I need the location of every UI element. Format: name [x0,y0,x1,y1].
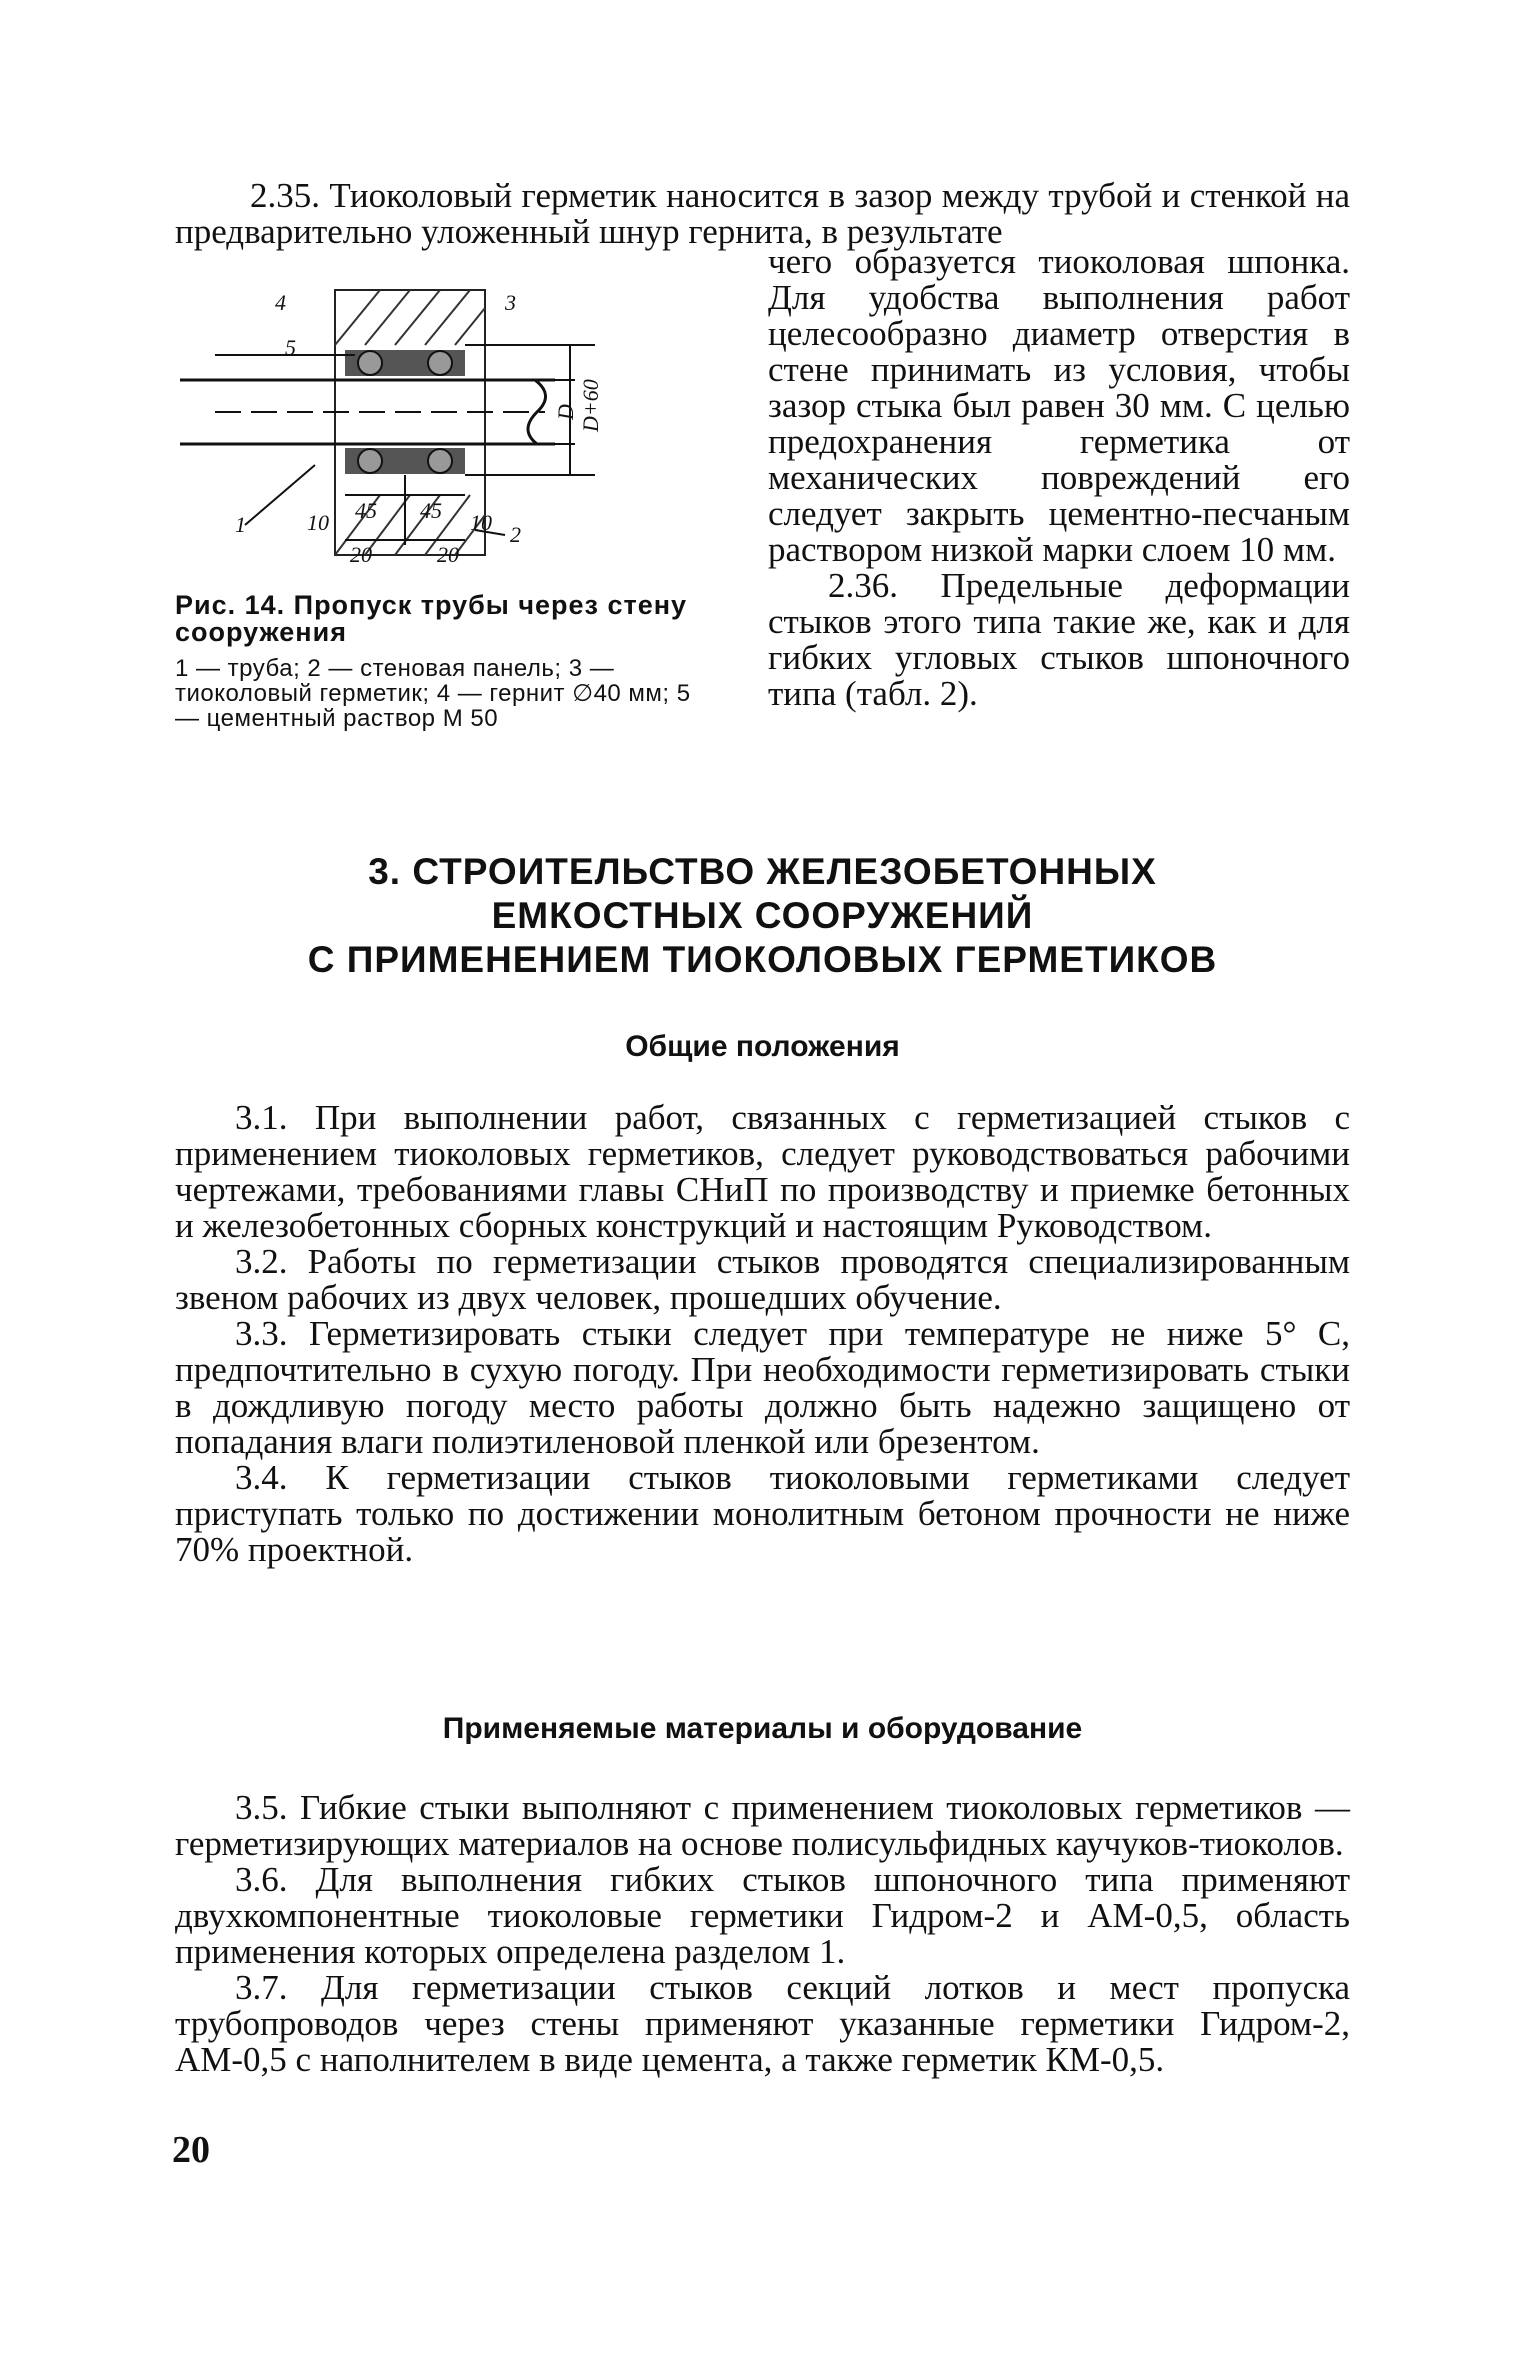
paragraph-2-35: 2.35. Тиоколовый герметик наносится в зазор между трубой и стенкой на предварительно уложенный шнур гернита, в результате [175,176,1350,251]
materials-section [175,1790,1350,2078]
figure-caption-title: Рис. 14. Пропуск трубы через стену сооружения [175,590,688,647]
section-title-line-3: С ПРИМЕНЕНИЕМ ТИОКОЛОВЫХ ГЕРМЕТИКОВ [307,939,1218,980]
label-45-right: 45 [420,498,442,523]
label-3: 3 [505,290,516,315]
label-2: 2 [510,522,521,547]
figure-caption-legend: 1 — труба; 2 — стеновая панель; 3 — тиоколовый герметик; 4 — гернит ∅40 мм; 5 — цементный раствор М 50 [175,655,691,732]
label-D: D [553,404,578,420]
pipe [180,380,555,444]
label-5: 5 [285,335,296,360]
label-10-left: 10 [307,510,329,535]
paragraph-2-36: 2.36. Предельные деформации стыков этого типа такие же, как и для гибких угловых стыков шпоночного типа (табл. 2). [768,566,1350,713]
general-provisions [175,1100,1350,1568]
paragraph-3-2: 3.2. Работы по герметизации стыков проводятся специализированным звеном рабочих из двух человек, прошедших обучение. [175,1242,1350,1317]
paragraph-3-6: 3.6. Для выполнения гибких стыков шпоночного типа применяют двухкомпонентные тиоколовые герметики Гидром-2 и АМ-0,5, область применения которых определена разделом 1. [175,1860,1350,1971]
right-column [768,244,1350,712]
label-20-right: 20 [437,542,459,567]
subheading-general: Общие положения [625,1030,900,1063]
section-title [175,850,1350,982]
diagram-labels [235,290,603,567]
pipe-through-wall-diagram [175,270,715,570]
section-title-line-1: 3. СТРОИТЕЛЬСТВО ЖЕЛЕЗОБЕТОННЫХ [368,851,1157,892]
section-title-line-2: ЕМКОСТНЫХ СООРУЖЕНИЙ [491,895,1034,936]
label-20-left: 20 [350,542,372,567]
label-45-left: 45 [355,498,377,523]
page-number: 20 [172,2129,210,2171]
subheading-materials: Применяемые материалы и оборудование [442,1712,1083,1745]
paragraph-2-35-continued: чего образуется тиоколовая шпонка. Для удобства выполнения работ целесообразно диаметр отверстия в стене принимать из условия, чтобы зазор стыка был равен 30 мм. С целью предохранения герметика от механических повреждений его следует закрыть цементно-песчаным раствором низкой марки слоем 10 мм. [768,242,1350,569]
label-1: 1 [235,512,246,537]
paragraph-3-1: 3.1. При выполнении работ, связанных с герметизацией стыков с применением тиоколовых герметиков, следует руководствоваться рабочими чертежами, требованиями главы СНиП по производству и приемке бетонных и железобетонных сборных конструкций и настоящим Руководством. [175,1098,1350,1245]
figure-14 [175,270,715,731]
label-10-right: 10 [470,510,492,535]
label-4: 4 [275,290,286,315]
paragraph-3-5: 3.5. Гибкие стыки выполняют с применением тиоколовых герметиков — герметизирующих материалов на основе полисульфидных каучуков-тиоколов. [175,1788,1350,1863]
paragraph-3-7: 3.7. Для герметизации стыков секций лотков и мест пропуска трубопроводов через стены применяют указанные герметики Гидром-2, АМ-0,5 с наполнителем в виде цемента, а также герметик КМ-0,5. [175,1968,1350,2079]
paragraph-3-3: 3.3. Герметизировать стыки следует при температуре не ниже 5° С, предпочтительно в сухую погоду. При необходимости герметизировать стыки в дождливую погоду место работы должно быть надежно защищено от попадания влаги полиэтиленовой пленкой или брезентом. [175,1314,1350,1461]
label-D60: D+60 [578,379,603,432]
paragraph-3-4: 3.4. К герметизации стыков тиоколовыми герметиками следует приступать только по достижении монолитным бетоном прочности не ниже 70% проектной. [175,1458,1350,1569]
